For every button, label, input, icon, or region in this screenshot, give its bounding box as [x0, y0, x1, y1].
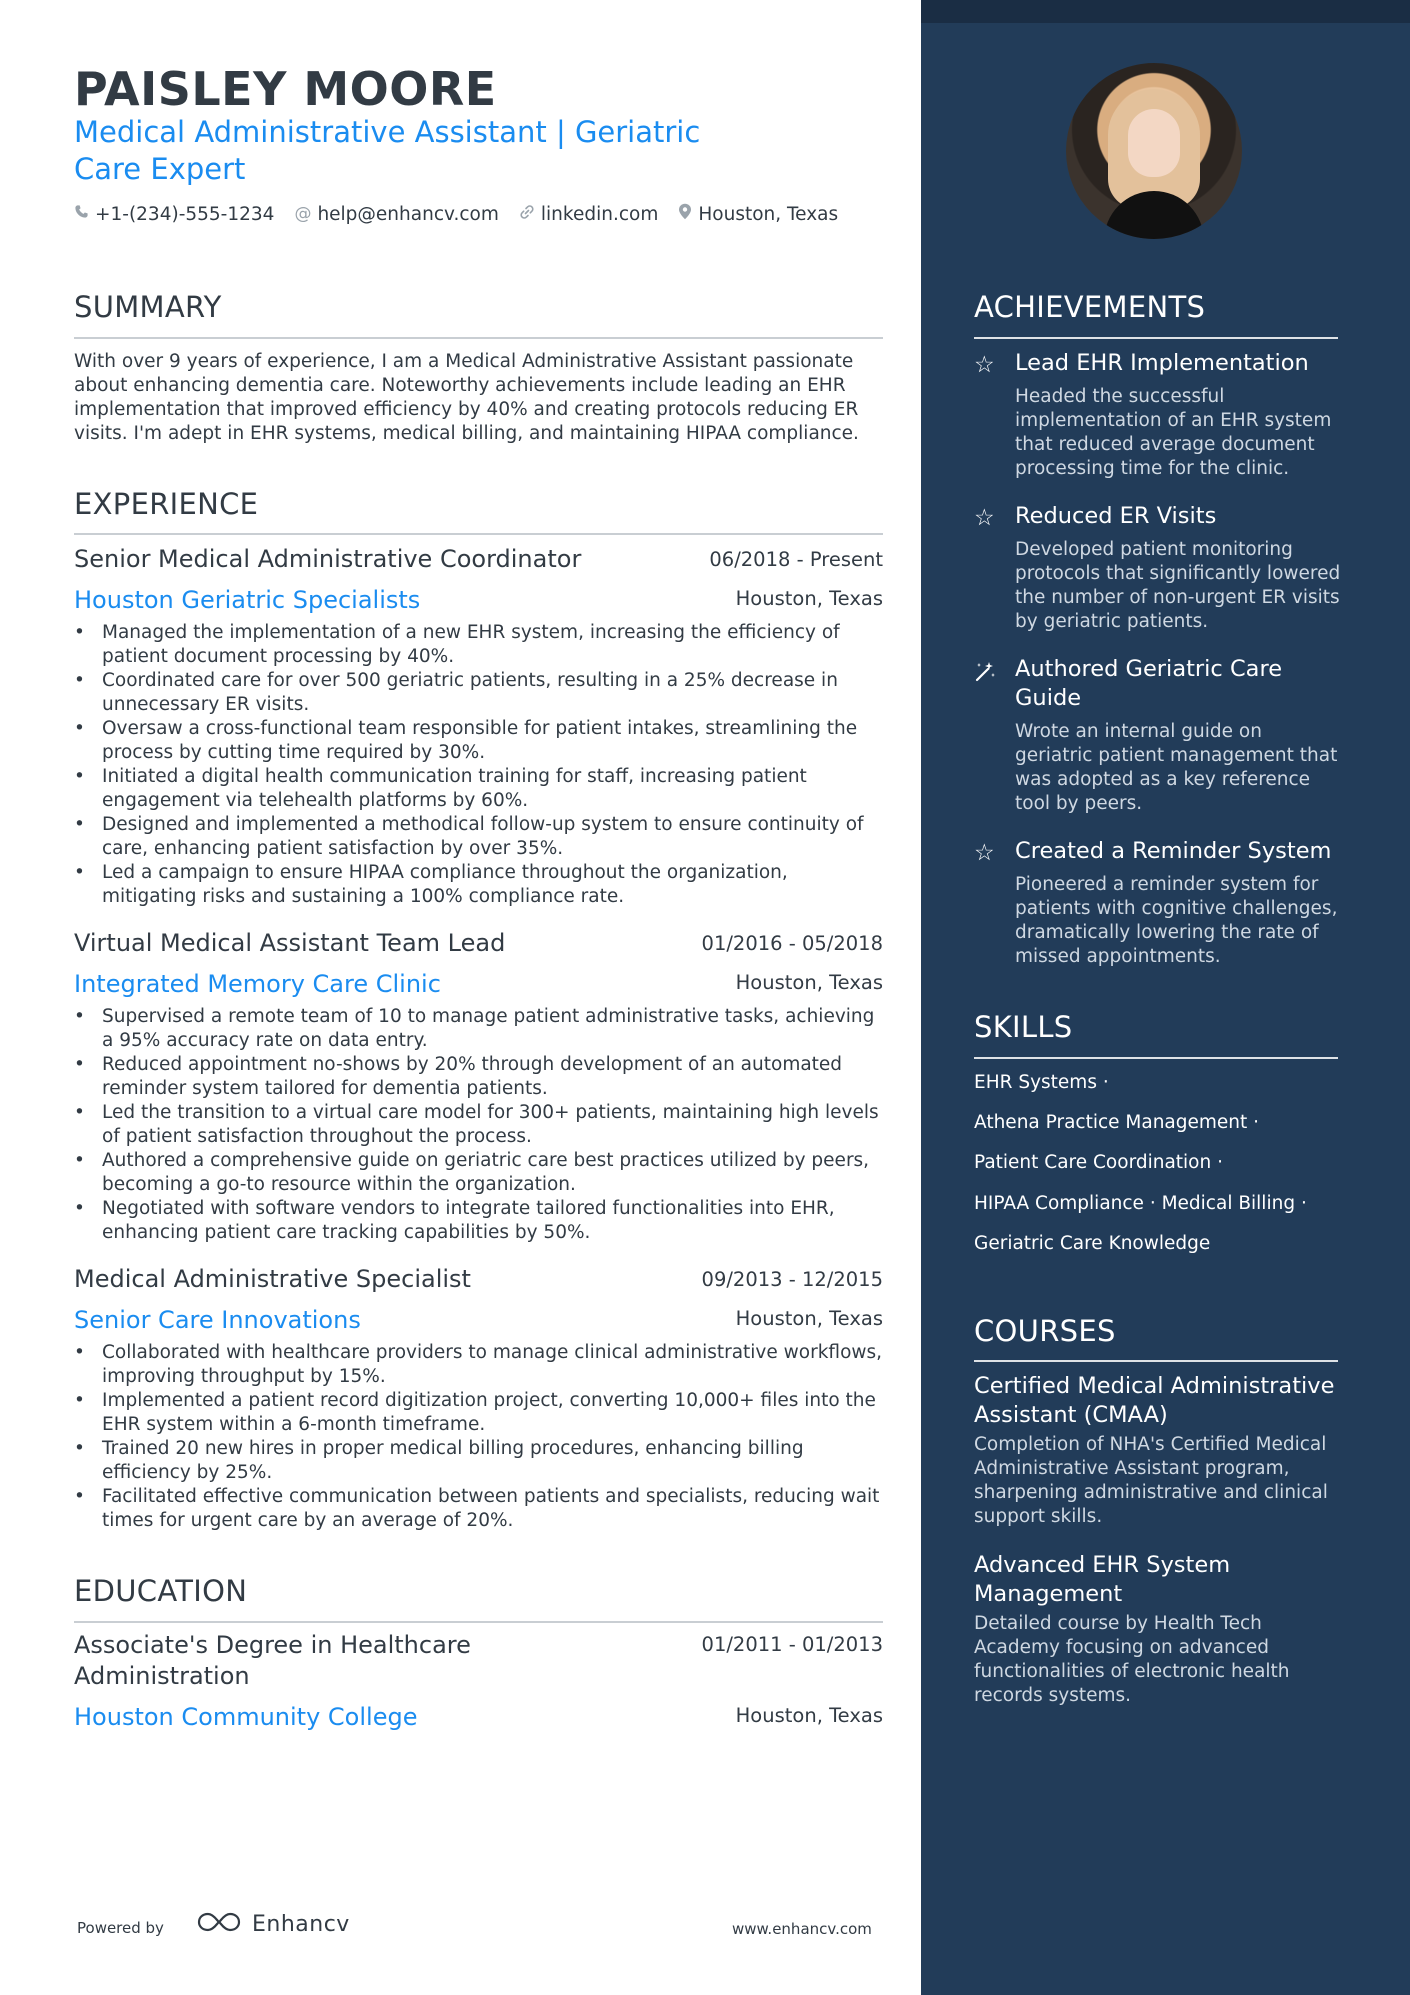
- enhancv-logo-icon: [196, 1910, 242, 1938]
- job-bullet: • Coordinated care for over 500 geriatric patients, resulting in a 25% decrease in unnecessary ER visits.: [74, 669, 883, 717]
- headline: Medical Administrative Assistant | Geriatric Care Expert: [74, 115, 701, 186]
- education-dates: 01/2011 - 01/2013: [701, 1633, 883, 1656]
- course-desc: Detailed course by Health Tech Academy focusing on advanced functionalities of electronic health records systems.: [974, 1613, 1290, 1706]
- course-desc: Completion of NHA's Certified Medical Administrative Assistant program, sharpening administrative and clinical support skills.: [974, 1434, 1328, 1527]
- education-location: Houston, Texas: [735, 1704, 883, 1727]
- job-dates: 06/2018 - Present: [709, 548, 883, 571]
- job-bullet: • Oversaw a cross-functional team responsible for patient intakes, streamlining the process by cutting time required by 30%.: [74, 717, 883, 765]
- job-company[interactable]: Houston Geriatric Specialists: [74, 586, 421, 614]
- job-company[interactable]: Integrated Memory Care Clinic: [74, 970, 441, 998]
- job-dates: 09/2013 - 12/2015: [701, 1268, 883, 1291]
- achievement-desc: Wrote an internal guide on geriatric patient management that was adopted as a key reference tool by peers.: [1015, 721, 1338, 814]
- job-location: Houston, Texas: [735, 971, 883, 994]
- courses-rule: [974, 1360, 1338, 1362]
- magic-wand-icon: [974, 659, 998, 683]
- job-bullet: • Supervised a remote team of 10 to manage patient administrative tasks, achieving a 95% accuracy rate on data entry.: [74, 1005, 883, 1053]
- job-bullet: • Initiated a digital health communication training for staff, increasing patient engagement via telehealth platforms by 60%.: [74, 765, 883, 813]
- achievement-desc: Headed the successful implementation of an EHR system that reduced average document processing time for the clinic.: [1015, 386, 1332, 479]
- job-location: Houston, Texas: [735, 587, 883, 610]
- photo-face: [1128, 109, 1180, 177]
- job-location: Houston, Texas: [735, 1307, 883, 1330]
- education-title: EDUCATION: [74, 1574, 248, 1608]
- skill-line: Athena Practice Management ·: [974, 1112, 1260, 1133]
- location-pin-icon: [678, 203, 692, 225]
- course-title: Certified Medical Administrative Assistant (CMAA): [974, 1373, 1335, 1428]
- job-bullets: [74, 1005, 883, 1245]
- experience-rule: [74, 533, 883, 535]
- sidebar: [921, 0, 1410, 1995]
- job-bullet: • Implemented a patient record digitization project, converting 10,000+ files into the EHR system within a 6-month timeframe.: [74, 1389, 883, 1437]
- job-bullet: • Trained 20 new hires in proper medical billing procedures, enhancing billing efficiency by 25%.: [74, 1437, 883, 1485]
- skill-line: HIPAA Compliance · Medical Billing ·: [974, 1193, 1307, 1214]
- sidebar-top-strip: [921, 0, 1410, 23]
- phone-icon: [74, 204, 89, 224]
- enhancv-brand-text: Enhancv: [252, 1911, 350, 1937]
- achievements-title: ACHIEVEMENTS: [974, 290, 1206, 324]
- job-bullet: • Negotiated with software vendors to integrate tailored functionalities into EHR, enhancing patient care tracking capabilities by 50%.: [74, 1197, 883, 1245]
- education-rule: [74, 1621, 883, 1623]
- linkedin-text: linkedin.com: [540, 203, 659, 225]
- course-title: Advanced EHR System Management: [974, 1552, 1231, 1607]
- star-icon: ☆: [974, 840, 995, 866]
- powered-by-label: Powered by: [77, 1919, 164, 1937]
- job-bullet: • Collaborated with healthcare providers to manage clinical administrative workflows, improving throughput by 15%.: [74, 1341, 883, 1389]
- job-bullet: • Led a campaign to ensure HIPAA compliance throughout the organization, mitigating risks and sustaining a 100% compliance rate.: [74, 861, 883, 909]
- summary-text: With over 9 years of experience, I am a Medical Administrative Assistant passionate about enhancing dementia care. Noteworthy achievements include leading an EHR implementation that improved efficiency by 40% and creating protocols reducing ER visits. I'm adept in EHR systems, medical billing, and maintaining HIPAA compliance.: [74, 351, 859, 444]
- contact-phone[interactable]: [74, 204, 274, 225]
- courses-title: COURSES: [974, 1314, 1116, 1348]
- skill-line: EHR Systems ·: [974, 1072, 1109, 1093]
- link-icon: [519, 204, 535, 225]
- contact-email[interactable]: [294, 204, 498, 225]
- profile-photo: [1066, 63, 1242, 239]
- course-item: [974, 1372, 1344, 1529]
- achievement-title: Lead EHR Implementation: [1015, 350, 1309, 376]
- job-company[interactable]: Senior Care Innovations: [74, 1306, 361, 1334]
- job-bullet: • Reduced appointment no-shows by 20% through development of an automated reminder system tailored for dementia patients.: [74, 1053, 883, 1101]
- job-title: Virtual Medical Assistant Team Lead: [74, 929, 506, 957]
- enhancv-logo[interactable]: [196, 1910, 350, 1938]
- contact-bar: [74, 203, 838, 225]
- star-icon: ☆: [974, 505, 995, 531]
- degree-title: Associate's Degree in Healthcare Administration: [74, 1631, 471, 1690]
- summary-title: SUMMARY: [74, 290, 222, 324]
- achievement-title: Reduced ER Visits: [1015, 503, 1217, 529]
- job-bullet: • Led the transition to a virtual care model for 300+ patients, maintaining high levels of patient satisfaction throughout the process.: [74, 1101, 883, 1149]
- job-dates: 01/2016 - 05/2018: [701, 932, 883, 955]
- skills-rule: [974, 1057, 1338, 1059]
- at-icon: @: [294, 204, 312, 224]
- job-bullet: • Authored a comprehensive guide on geriatric care best practices utilized by peers, becoming a go-to resource within the organization.: [74, 1149, 883, 1197]
- skill-line: Geriatric Care Knowledge: [974, 1233, 1211, 1254]
- star-icon: ☆: [974, 352, 995, 378]
- course-item: [974, 1551, 1344, 1708]
- job-bullet: • Facilitated effective communication between patients and specialists, reducing wait times for urgent care by an average of 20%.: [74, 1485, 883, 1533]
- job-bullet: • Managed the implementation of a new EHR system, increasing the efficiency of patient document processing by 40%.: [74, 621, 883, 669]
- job-title: Medical Administrative Specialist: [74, 1265, 471, 1293]
- achievement-desc: Pioneered a reminder system for patients with cognitive challenges, dramatically lowering the rate of missed appointments.: [1015, 874, 1338, 967]
- contact-linkedin[interactable]: [519, 204, 658, 225]
- experience-title: EXPERIENCE: [74, 487, 259, 521]
- school-name[interactable]: Houston Community College: [74, 1703, 418, 1731]
- job-title: Senior Medical Administrative Coordinator: [74, 545, 582, 573]
- summary-rule: [74, 337, 883, 339]
- location-text: Houston, Texas: [698, 203, 839, 225]
- achievement-title: Created a Reminder System: [1015, 838, 1332, 864]
- skills-title: SKILLS: [974, 1010, 1073, 1044]
- footer-url[interactable]: www.enhancv.com: [732, 1920, 872, 1938]
- job-bullets: [74, 1341, 883, 1533]
- achievements-rule: [974, 337, 1338, 339]
- achievement-title: Authored Geriatric Care Guide: [1015, 656, 1283, 711]
- skill-line: Patient Care Coordination ·: [974, 1152, 1223, 1173]
- phone-text: +1-(234)-555-1234: [95, 203, 275, 225]
- email-text: help@enhancv.com: [317, 203, 499, 225]
- job-bullets: [74, 621, 883, 909]
- contact-location: [678, 203, 838, 225]
- job-bullet: • Designed and implemented a methodical follow-up system to ensure continuity of care, enhancing patient satisfaction by over 35%.: [74, 813, 883, 861]
- achievement-desc: Developed patient monitoring protocols that significantly lowered the number of non-urgent ER visits by geriatric patients.: [1015, 539, 1341, 632]
- candidate-name: PAISLEY MOORE: [74, 62, 497, 116]
